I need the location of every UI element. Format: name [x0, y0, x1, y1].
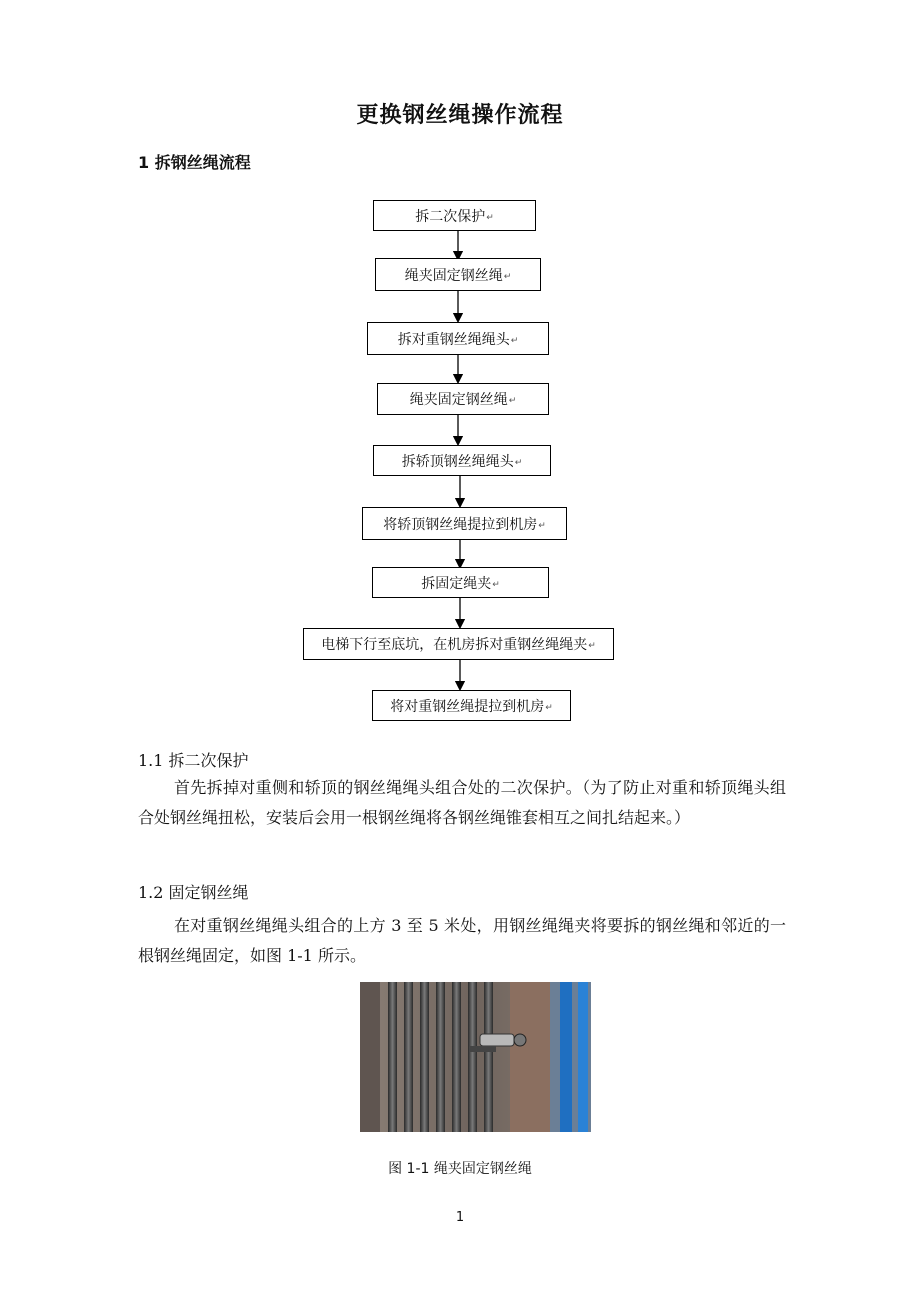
- figure-caption: 图 1-1 绳夹固定钢丝绳: [388, 1161, 532, 1177]
- paragraph-1-1: 首先拆掉对重侧和轿顶的钢丝绳绳头组合处的二次保护。（为了防止对重和轿顶绳头组合处钢丝绳扭松，安装后会用一根钢丝绳将各钢丝绳锥套相互之间扎结起来。）: [138, 778, 786, 827]
- subsection-heading-1-2: 1.2 固定钢丝绳: [138, 883, 249, 902]
- flow-step: 拆二次保护 ↵: [373, 200, 536, 231]
- flow-step: 将轿顶钢丝绳提拉到机房 ↵: [362, 507, 567, 540]
- document-title: 更换钢丝绳操作流程: [356, 103, 564, 128]
- flow-step: 将对重钢丝绳提拉到机房 ↵: [372, 690, 571, 721]
- subsection-heading-1-1: 1.1 拆二次保护: [138, 751, 249, 770]
- figure-photo: [360, 982, 591, 1132]
- section-heading: 1 拆钢丝绳流程: [138, 153, 251, 172]
- flow-step: 拆对重钢丝绳绳头 ↵: [367, 322, 549, 355]
- page-number: 1: [455, 1210, 465, 1225]
- paragraph-1-2: 在对重钢丝绳绳头组合的上方 3 至 5 米处，用钢丝绳绳夹将要拆的钢丝绳和邻近的一根钢丝绳固定，如图 1-1 所示。: [138, 916, 786, 965]
- flow-step: 电梯下行至底坑，在机房拆对重钢丝绳绳夹 ↵: [303, 628, 614, 660]
- wire-rope-clamp-photo: [360, 982, 591, 1132]
- flow-step: 绳夹固定钢丝绳 ↵: [377, 383, 549, 415]
- flow-step: 拆轿顶钢丝绳绳头 ↵: [373, 445, 551, 476]
- flow-step: 拆固定绳夹 ↵: [372, 567, 549, 598]
- flow-step: 绳夹固定钢丝绳 ↵: [375, 258, 541, 291]
